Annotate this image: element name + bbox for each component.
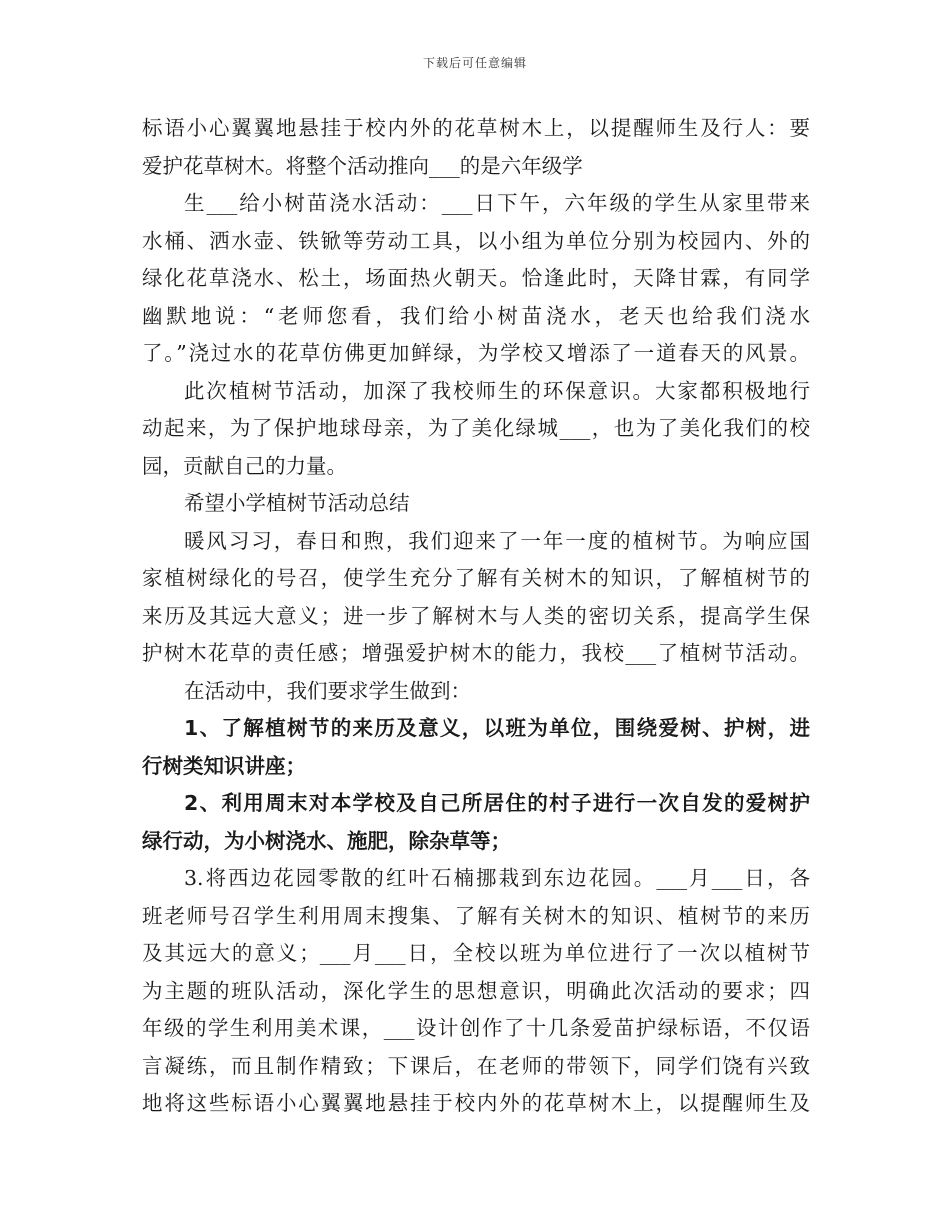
text-line: 标语小心翼翼地悬挂于校内外的花草树木上，以提醒师生及行人：要 [142, 116, 810, 140]
text-line: 来历及其远大意义；进一步了解树木与人类的密切关系，提高学生保 [142, 603, 810, 628]
text-line: 动起来，为了保护地球母亲，为了美化绿城___，也为了美化我们的校 [142, 416, 810, 440]
text-line: 暖风习习，春日和煦，我们迎来了一年一度的植树节。为响应国 [184, 528, 810, 553]
text-line: 绿化花草浇水、松土，场面热火朝天。恰逢此时，天降甘霖，有同学 [142, 266, 810, 290]
page-header: 下载后可任意编辑 [422, 56, 527, 70]
text-line: 生___给小树苗浇水活动：___日下午，六年级的学生从家里带来 [184, 191, 810, 215]
text-line: 在活动中，我们要求学生做到： [184, 678, 471, 703]
text-line: 言凝练，而且制作精致；下课后，在老师的带领下，同学们饶有兴致 [142, 1053, 810, 1078]
text-line: 及其远大的意义；___月___日，全校以班为单位进行了一次以植树节 [142, 941, 810, 965]
text-line: 水桶、洒水壶、铁锨等劳动工具，以小组为单位分别为校园内、外的 [142, 228, 810, 253]
text-line: 爱护花草树木。将整个活动推向___的是六年级学 [142, 153, 583, 178]
text-line: 家植树绿化的号召，使学生充分了解有关树木的知识，了解植树节的 [142, 566, 810, 590]
text-line: 此次植树节活动，加深了我校师生的环保意识。大家都积极地行 [184, 378, 810, 403]
text-line: 幽默地说：“老师您看，我们给小树苗浇水，老天也给我们浇水 [142, 303, 810, 328]
text-line: 园，贡献自己的力量。 [142, 453, 347, 478]
text-line: 了。”浇过水的花草仿佛更加鲜绿，为学校又增添了一道春天的风景。 [142, 341, 810, 365]
text-line: 地将这些标语小心翼翼地悬挂于校内外的花草树木上，以提醒师生及 [142, 1091, 810, 1115]
text-line: 2、利用周末对本学校及自己所居住的村子进行一次自发的爱树护 [184, 791, 810, 815]
text-line: 绿行动，为小树浇水、施肥，除杂草等； [142, 828, 511, 853]
text-line: 行树类知识讲座； [142, 753, 306, 778]
text-line: 为主题的班队活动，深化学生的思想意识，明确此次活动的要求；四 [142, 978, 810, 1003]
text-line: 年级的学生利用美术课，___设计创作了十几条爱苗护绿标语，不仅语 [142, 1016, 810, 1040]
text-line: 希望小学植树节活动总结 [184, 491, 410, 515]
text-line: 护树木花草的责任感；增强爱护树木的能力，我校___了植树节活动。 [142, 641, 810, 665]
text-line: 1、了解植树节的来历及意义，以班为单位，围绕爱树、护树，进 [184, 716, 810, 740]
document-body [142, 110, 810, 1123]
text-line: 3.将西边花园零散的红叶石楠挪栽到东边花园。___月___日，各 [184, 866, 810, 890]
text-line: 班老师号召学生利用周末搜集、了解有关树木的知识、植树节的来历 [142, 903, 810, 928]
